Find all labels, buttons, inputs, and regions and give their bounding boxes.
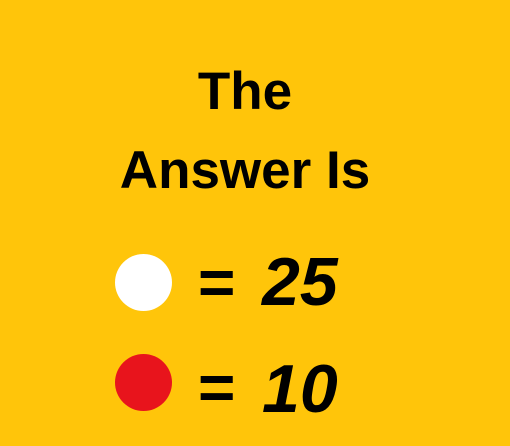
answer-row-white: [0, 244, 510, 320]
equals-sign: =: [198, 351, 236, 423]
equals-sign: =: [198, 246, 236, 318]
red-circle-value: 10: [262, 351, 338, 427]
red-circle-icon: [115, 354, 172, 411]
answer-row-red: [0, 348, 510, 427]
title-line-1: The: [197, 62, 293, 121]
title-line-2: Answer Is: [119, 141, 371, 200]
white-circle-icon: [115, 254, 172, 311]
white-circle-value: 25: [262, 244, 338, 320]
